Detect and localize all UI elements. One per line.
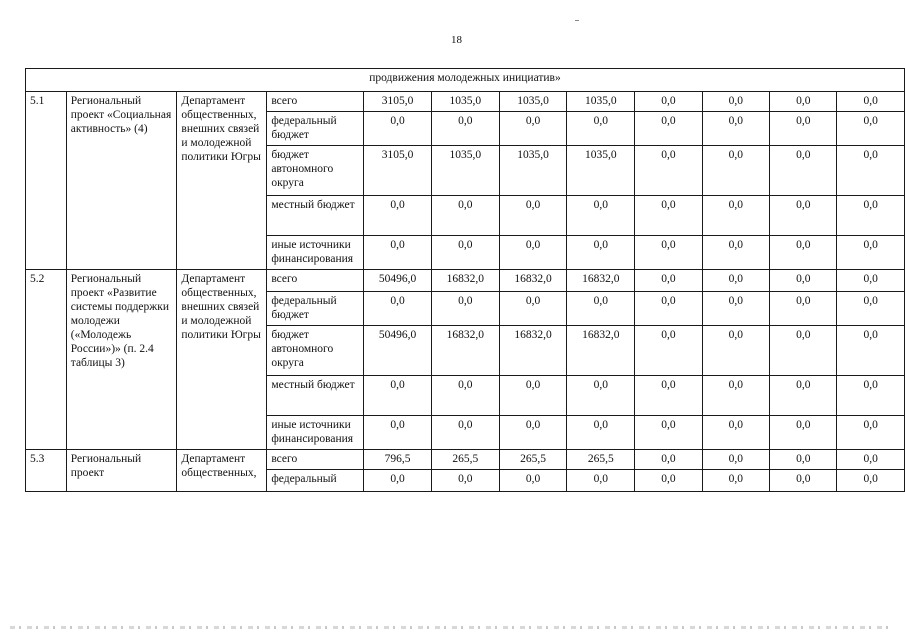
responsible-department: Департамент общественных, [177,450,267,492]
funding-source: иные источники финансирования [267,416,364,450]
amount-cell: 1035,0 [431,92,499,112]
amount-cell: 0,0 [702,470,769,492]
amount-cell: 0,0 [702,112,769,146]
amount-cell: 0,0 [499,470,567,492]
amount-cell: 0,0 [364,416,432,450]
amount-cell: 0,0 [567,236,635,270]
amount-cell: 0,0 [837,196,905,236]
amount-cell: 0,0 [567,470,635,492]
amount-cell: 1035,0 [431,146,499,196]
table-row [26,450,905,470]
amount-cell: 265,5 [567,450,635,470]
amount-cell: 0,0 [567,292,635,326]
amount-cell: 3105,0 [364,146,432,196]
funding-source: всего [267,270,364,292]
amount-cell: 796,5 [364,450,432,470]
amount-cell: 0,0 [431,196,499,236]
amount-cell: 0,0 [364,376,432,416]
amount-cell: 0,0 [770,112,837,146]
amount-cell: 0,0 [770,376,837,416]
amount-cell: 0,0 [635,112,702,146]
amount-cell: 0,0 [702,146,769,196]
amount-cell: 0,0 [837,416,905,450]
amount-cell: 0,0 [364,236,432,270]
project-name: Региональный проект «Социальная активность» (4) [66,92,177,270]
amount-cell: 0,0 [702,270,769,292]
table-title-row [26,69,905,92]
amount-cell: 0,0 [770,236,837,270]
amount-cell: 0,0 [635,146,702,196]
amount-cell: 0,0 [499,292,567,326]
amount-cell: 0,0 [635,92,702,112]
scan-speck [575,20,579,21]
amount-cell: 0,0 [431,236,499,270]
amount-cell: 0,0 [567,416,635,450]
amount-cell: 16832,0 [567,270,635,292]
scan-noise [10,626,890,629]
amount-cell: 0,0 [635,270,702,292]
funding-source: всего [267,92,364,112]
amount-cell: 0,0 [635,326,702,376]
amount-cell: 0,0 [499,236,567,270]
amount-cell: 0,0 [635,470,702,492]
amount-cell: 50496,0 [364,326,432,376]
amount-cell: 0,0 [770,292,837,326]
amount-cell: 0,0 [702,92,769,112]
amount-cell: 0,0 [837,236,905,270]
amount-cell: 0,0 [431,376,499,416]
amount-cell: 0,0 [567,196,635,236]
amount-cell: 0,0 [364,112,432,146]
amount-cell: 0,0 [364,292,432,326]
amount-cell: 0,0 [837,376,905,416]
amount-cell: 0,0 [770,146,837,196]
project-name: Региональный проект «Развитие системы поддержки молодежи («Молодежь России»)» (п. 2.4 таблицы 3) [66,270,177,450]
amount-cell: 0,0 [364,470,432,492]
amount-cell: 0,0 [635,416,702,450]
table-title: продвижения молодежных инициатив» [26,69,905,92]
amount-cell: 16832,0 [567,326,635,376]
amount-cell: 0,0 [770,196,837,236]
table-row [26,270,905,292]
amount-cell: 0,0 [702,326,769,376]
amount-cell: 0,0 [499,416,567,450]
amount-cell: 0,0 [837,292,905,326]
amount-cell: 0,0 [635,196,702,236]
amount-cell: 0,0 [837,450,905,470]
amount-cell: 0,0 [635,236,702,270]
amount-cell: 0,0 [837,92,905,112]
amount-cell: 0,0 [837,270,905,292]
amount-cell: 0,0 [770,270,837,292]
amount-cell: 0,0 [837,470,905,492]
row-number: 5.1 [26,92,67,270]
amount-cell: 0,0 [567,376,635,416]
funding-source: федеральный [267,470,364,492]
amount-cell: 16832,0 [431,326,499,376]
page-number: 18 [451,34,462,46]
funding-table [25,68,905,492]
row-number: 5.2 [26,270,67,450]
project-name: Региональный проект [66,450,177,492]
amount-cell: 1035,0 [567,146,635,196]
responsible-department: Департамент общественных, внешних связей и молодежной политики Югры [177,270,267,450]
row-number: 5.3 [26,450,67,492]
amount-cell: 1035,0 [567,92,635,112]
amount-cell: 0,0 [431,292,499,326]
responsible-department: Департамент общественных, внешних связей и молодежной политики Югры [177,92,267,270]
amount-cell: 0,0 [702,376,769,416]
amount-cell: 16832,0 [499,270,567,292]
amount-cell: 265,5 [499,450,567,470]
funding-source: бюджет автономного округа [267,326,364,376]
funding-source: бюджет автономного округа [267,146,364,196]
amount-cell: 0,0 [837,146,905,196]
funding-source: всего [267,450,364,470]
amount-cell: 0,0 [635,292,702,326]
amount-cell: 0,0 [431,416,499,450]
amount-cell: 0,0 [702,416,769,450]
amount-cell: 0,0 [770,326,837,376]
amount-cell: 0,0 [499,376,567,416]
amount-cell: 0,0 [837,112,905,146]
amount-cell: 16832,0 [499,326,567,376]
amount-cell: 0,0 [837,326,905,376]
amount-cell: 16832,0 [431,270,499,292]
funding-source: местный бюджет [267,376,364,416]
amount-cell: 0,0 [702,292,769,326]
amount-cell: 0,0 [364,196,432,236]
amount-cell: 0,0 [567,112,635,146]
amount-cell: 1035,0 [499,146,567,196]
amount-cell: 0,0 [702,196,769,236]
amount-cell: 0,0 [431,112,499,146]
funding-source: федеральный бюджет [267,292,364,326]
funding-source: федеральный бюджет [267,112,364,146]
amount-cell: 1035,0 [499,92,567,112]
amount-cell: 0,0 [770,470,837,492]
amount-cell: 0,0 [770,450,837,470]
amount-cell: 0,0 [499,112,567,146]
amount-cell: 265,5 [431,450,499,470]
amount-cell: 0,0 [635,450,702,470]
amount-cell: 3105,0 [364,92,432,112]
amount-cell: 0,0 [635,376,702,416]
amount-cell: 50496,0 [364,270,432,292]
amount-cell: 0,0 [770,416,837,450]
amount-cell: 0,0 [770,92,837,112]
amount-cell: 0,0 [431,470,499,492]
funding-source: местный бюджет [267,196,364,236]
amount-cell: 0,0 [499,196,567,236]
funding-source: иные источники финансирования [267,236,364,270]
table-row [26,92,905,112]
amount-cell: 0,0 [702,450,769,470]
amount-cell: 0,0 [702,236,769,270]
